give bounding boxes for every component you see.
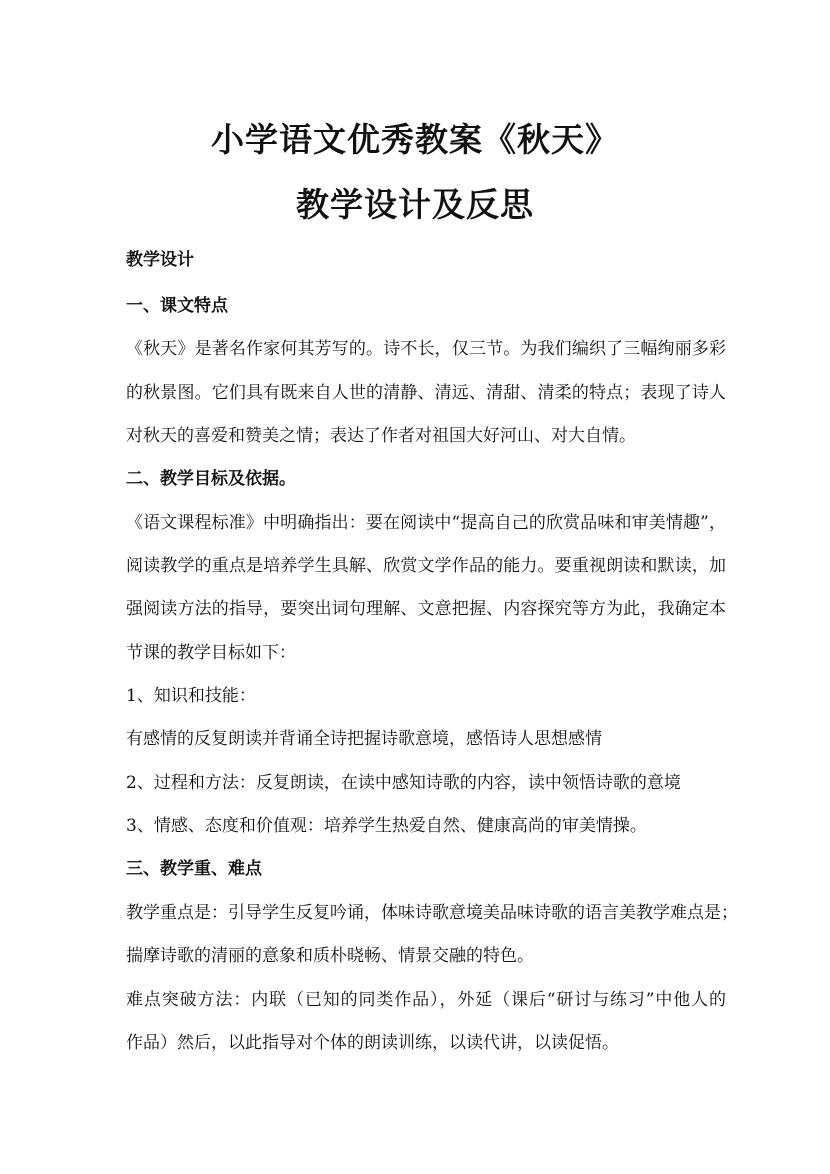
design-heading: 教学设计 (126, 250, 194, 270)
goal-1-detail: 有感情的反复朗读并背诵全诗把握诗歌意境，感悟诗人思想感情 (126, 729, 602, 749)
section1-paragraph-line: 的秋景图。它们具有既来自人世的清静、清远、清甜、清柔的特点；表现了诗人 (126, 383, 726, 403)
document-title-line1: 小学语文优秀教案《秋天》 (211, 120, 619, 159)
section3-paragraph-line: 难点突破方法：内联（已知的同类作品），外延（课后“研讨与练习”中他人的 (126, 990, 726, 1010)
section2-paragraph-line: 强阅读方法的指导，要突出词句理解、文意把握、内容探究等方为此，我确定本 (126, 599, 726, 619)
goal-1-label: 1、知识和技能： (126, 686, 256, 706)
document-title-line2: 教学设计及反思 (296, 185, 534, 224)
section1-paragraph-line: 《秋天》是著名作家何其芳写的。诗不长，仅三节。为我们编织了三幅绚丽多彩 (126, 339, 726, 359)
section1-heading: 一、课文特点 (126, 296, 228, 316)
section2-paragraph-line: 《语文课程标准》中明确指出：要在阅读中“提高自己的欣赏品味和审美情趣”， (126, 513, 726, 533)
section3-paragraph-line: 揣摩诗歌的清丽的意象和质朴晓畅、情景交融的特色。 (126, 946, 534, 966)
section2-paragraph-line: 节课的教学目标如下： (126, 643, 296, 663)
section2-heading: 二、教学目标及依据。 (126, 469, 296, 489)
goal-3: 3、情感、态度和价值观：培养学生热爱自然、健康高尚的审美情操。 (126, 816, 647, 836)
section3-heading: 三、教学重、难点 (126, 859, 262, 879)
section3-paragraph-line: 教学重点是：引导学生反复吟诵，体味诗歌意境美品味诗歌的语言美教学难点是； (126, 903, 738, 923)
section1-paragraph-line: 对秋天的喜爱和赞美之情；表达了作者对祖国大好河山、对大自情。 (126, 426, 636, 446)
section2-paragraph-line: 阅读教学的重点是培养学生具解、欣赏文学作品的能力。要重视朗读和默读，加 (126, 556, 726, 576)
section3-paragraph-line: 作品）然后，以此指导对个体的朗读训练，以读代讲，以读促悟。 (126, 1033, 619, 1053)
goal-2: 2、过程和方法：反复朗读，在读中感知诗歌的内容，读中领悟诗歌的意境 (126, 773, 681, 793)
